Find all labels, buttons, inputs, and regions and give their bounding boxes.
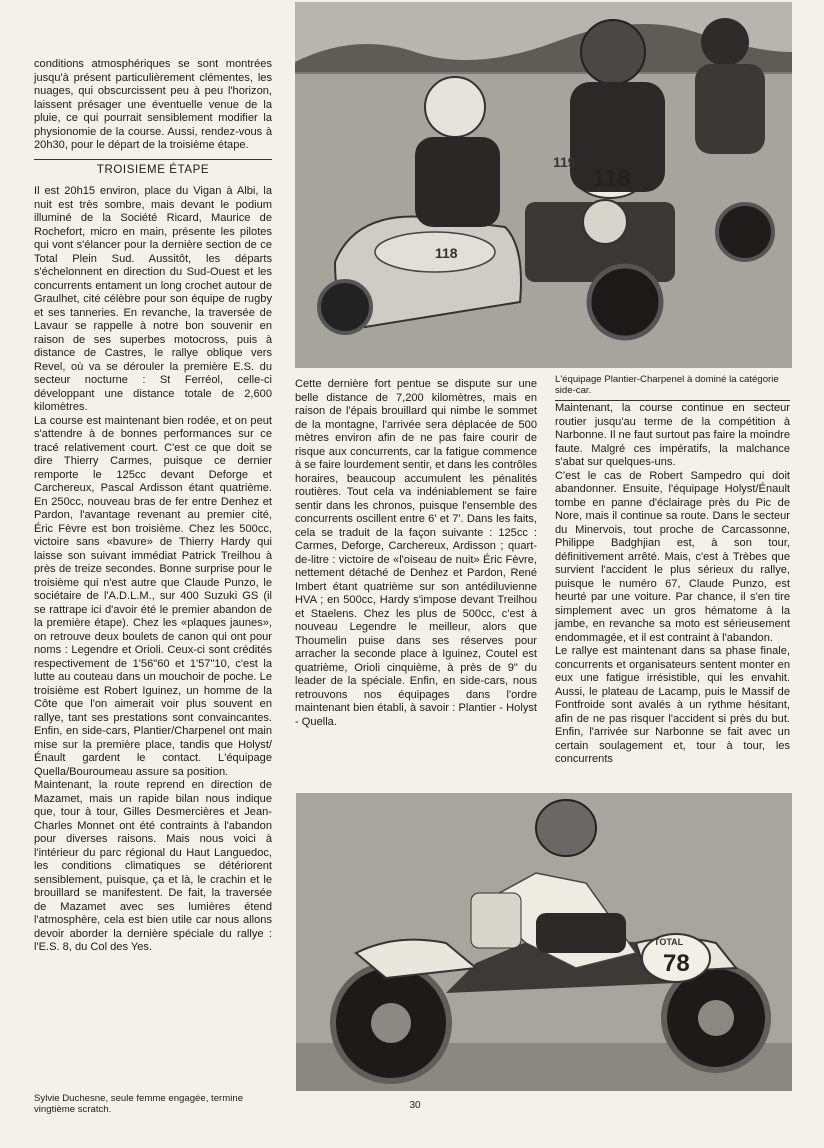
paragraph: Le rallye est maintenant dans sa phase finale, concurrents et organisateurs sentent monter en eux une fatigue irrésistible, qui les envahit. Aussi, le plateau de Lacamp, puis le Massif de Fontfroide sont avalés à un rythme hésitant, afin de ne pas risquer l'accident si près du but. Enfin, l'arrivée sur Narbonne se fait avec un certain soulagement et, tour à tour, les concurrents bbox=[555, 645, 790, 765]
section-heading: TROISIEME ÉTAPE bbox=[96, 163, 210, 176]
section-rule bbox=[34, 159, 272, 160]
intro-paragraph: conditions atmosphériques se sont montrées jusqu'à présent particulièrement clémentes, les nuages, qui obscurcissent peu à peu l'horizon, laissent présager une éventuelle venue de la pluie, ce qui pourrait sensiblement modifier la physionomie de la course. Aussi, rendez-vous à 20h30, pour le départ de la troisième étape. bbox=[34, 58, 272, 151]
brand-label: TOTAL bbox=[654, 937, 684, 947]
plate-number-front: 118 bbox=[592, 165, 631, 192]
rider-photo bbox=[296, 793, 792, 1091]
paragraph: Il est 20h15 environ, place du Vigan à Albi, la nuit est très sombre, mais devant le podium illuminé de la Société Ricard, Maurice de Rochefort, micro en main, présente les pilotes qui vont s'élancer pour la dernière section de ce Total Plein Sud. Aussitôt, les départs s'échelonnent en direction du Sud-Ouest et les concurrents entament un long crochet autour de Graulhet, cité célèbre pour son équipe de rugby et ses tanneries. En revanche, la traversée de Lavaur se rappelle à notre bon souvenir en raison de ses superbes motocross, puis à distance de Castres, le rallye oblique vers Revel, où va se dérouler la première E.S. du secteur nocturne : St Ferréol, celle-ci développant une distance totale de 2,600 kilomètres. bbox=[34, 185, 272, 413]
photo-caption: Sylvie Duchesne, seule femme engagée, termine vingtième scratch. bbox=[34, 1093, 244, 1115]
paragraph: La course est maintenant bien rodée, et on peut s'attendre à de bonnes performances sur ce tracé relativement court. C'est ce que doit se dire Thierry Carmes, puisque ce dernier remporte le 125cc devant Deforge et Carchereux, Pascal Ardisson étant quatrième. En 250cc, nouveau bras de fer entre Denhez et Pardon, l'avantage revenant au premier cité, Éric Fèvre est bon troisième. Chez les 500cc, victoire sans «bavure» de Thierry Hardy qui laisse son suivant immédiat Patrick Treilhou à près de treize secondes. Bonne surprise pour le troisième qui n'est autre que Claude Punzo, le sociétaire de l'A.D.L.M., sur 400 Suzuki GS (il se rattrape ici d'avoir été le premier abandon de la première étape). Chez les «plaques jaunes», on retrouve deux boulets de canon qui ont pour noms : Legendre et Orioli. Ceux-ci sont crédités respectivement de 1'56"60 et 1'57"10, c'est la lutte au couteau dans un mouchoir de poche. Le troisième est Robert Iguinez, un homme de la Côte que l'on aimerait voir plus souvent en rallye, tant ses prestations sont convaincantes. Enfin, en side-cars, Plantier/Charpenel ont main mise sur la première place, tandis que Holyst/Énault gardent le contact. L'équipage Quella/Bouroumeau assure sa position. bbox=[34, 414, 272, 778]
plate-number-sidecar: 118 bbox=[435, 245, 458, 261]
plate-number-rear: 119 bbox=[553, 154, 576, 170]
paragraph: C'est le cas de Robert Sampedro qui doit abandonner. Ensuite, l'équipage Holyst/Énault tombe en panne d'éclairage près du Pic de Nore, mais il continue sa route. Dans le secteur du Minervois, tout proche de Carcassonne, Philippe Badghjian est, à son tour, définitivement arrêté. Mais, c'est à Trèbes que survient l'accident le plus sérieux du rallye, puisque le numéro 67, Claude Punzo, est heurté par une voiture. Par chance, il s'en tire simplement avec un gros hématome à la jambe, en revanche sa moto est sérieusement endommagée, et il est contraint à l'abandon. bbox=[555, 469, 790, 644]
column-3 bbox=[555, 402, 790, 767]
photo-caption: L'équipage Plantier-Charpenel à dominé la catégorie side-car. bbox=[555, 374, 779, 396]
paragraph: Cette dernière fort pentue se dispute sur une belle distance de 7,200 kilomètres, mais en raison de l'épais brouillard qui nimbe le sommet de la montagne, l'arrivée sera déplacée de 500 mètres environ afin de ne pas faire courir de risque aux concurrents, car la fatigue commence à se faire lourdement sentir, et dans les contrôles horaires, beaucoup accumulent les pénalités routières. Tout cela va indéniablement se faire sentir dans les chronos, puisque l'ensemble des concurrents oscillent entre 6' et 7'. Dans les faits, cela se traduit de la façon suivante : 125cc : Carmes, Deforge, Carchereux, Ardisson ; quart-de-litre : victoire de «l'oiseau de nuit» Éric Fèvre, nettement détaché de Denhez et Pardon, René Imbert étant quatrième sur son antédiluvienne HVA ; en 500cc, Hardy s'impose devant Treilhou et Staelens. Chez les plus de 500cc, c'est à nouveau Legendre le meilleur, alors que Thoumelin puise dans ses réserves pour arracher la seconde place à Iguinez, Coutel est quatrième, Orioli cinquième, à près de 9" du leader de la spéciale. Enfin, en side-cars, nous retrouvons nos équipages dans l'ordre maintenant bien établi, à savoir : Plantier - Holyst - Quella. bbox=[295, 378, 537, 728]
paragraph: Maintenant, la route reprend en direction de Mazamet, mais un rapide bilan nous indique que, tour à tour, Gilles Desmercières et Jean-Charles Monnet ont été contraints à l'abandon pour diverses raisons. Mais nous voici à l'intérieur du parc régional du Haut Languedoc, les conditions climatiques se détériorent sensiblement, puisque, ça et là, le crachin et le brouillard se manifestent. De fait, la traversée de Mazamet avec ses lumières étend l'atmosphère, cela est bien utile car nous allons devoir aborder la dernière spéciale du rallye : l'E.S. 8, du Col des Yes. bbox=[34, 779, 272, 953]
plate-number: 78 bbox=[663, 950, 690, 977]
column-1 bbox=[34, 58, 272, 955]
caption-rule bbox=[555, 400, 790, 401]
page-number: 30 bbox=[409, 1100, 421, 1111]
paragraph: Maintenant, la course continue en secteur routier jusqu'au terme de la compétition à Narbonne. Il ne faut surtout pas faire la moindre faute. Malgré ces impératifs, la malchance s'abat sur quelques-uns. bbox=[555, 402, 790, 468]
column-2 bbox=[295, 378, 537, 729]
sidecar-photo bbox=[295, 2, 792, 368]
